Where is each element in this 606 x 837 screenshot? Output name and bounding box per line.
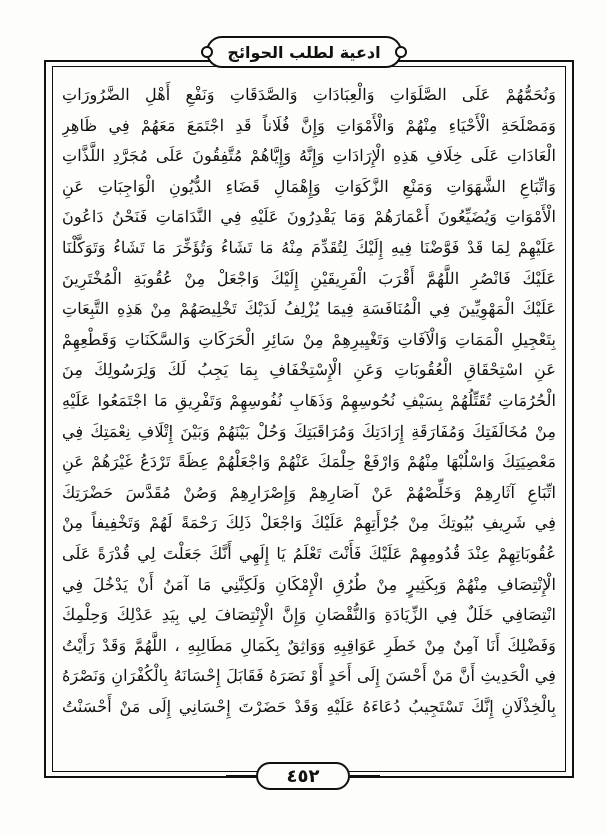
text-line: فِي شَرِيفِ بُيُوتِكَ مِنْ جُرْأَتِهِمْ عَلَيْكَ وَاجْعَلْ ذَلِكَ رَحْمَةً لَهُمْ وَتَخْفِيفاً مِنْ bbox=[62, 513, 556, 533]
text-line: وَنُحَمُّهُمْ عَلَى الصَّلَوَاتِ وَالْعِبَادَاتِ وَالصَّدَقَاتِ وَنَفْعِ أَهْلِ الضَّرُورَاتِ bbox=[62, 85, 556, 104]
text-line: مَعْصِيَتِكَ وَاسْلُبْهَا مِنْهُمْ وَارْفَعْ حِلْمَكَ عَنْهُمْ وَاجْعَلْهُمْ عِظَةً تَرْدَعُ غَيْرَهُمْ عَنِ bbox=[62, 452, 556, 472]
text-line: عَلَيْكَ الْمَهْوِيِّينَ فِي الْمُنَافَسَةِ فِيمَا يُزْلِفُ لَدَيْكَ تَخْلِيصَهُمْ مِنْ هَذِهِ التَّبِعَاتِ bbox=[62, 299, 556, 319]
text-line: الْحُرُمَاتِ تُقَتِّلُهُمْ بِسَيْفِ نُحُوسِهِمْ وَذَهَابِ نُفُوسِهِمْ وَتَفْرِيقِ مَا اجْتَمَعُوا عَلَيْهِ bbox=[62, 390, 556, 410]
text-line: فِي الْحَدِيثِ أَنَّ مَنْ أَحْسَنَ إِلَى أَحَدٍ أَوْ نَصَرَهُ فَقَابَلَ إِحْسَانَهُ بِالْكُفْرَانِ وَنَصْرَهُ bbox=[62, 666, 556, 686]
text-line: مِنْ مُخَالَفَتِكَ وَمُفَارَقَةِ إِرَادَتِكَ وَمُرَاقَبَتِكَ وَحُلْ بَيْنَهُمْ وَبَيْنَ إِتْلَافِ نِعْمَتِكَ فِي bbox=[62, 421, 556, 441]
body-text bbox=[62, 80, 556, 760]
text-line: اتِّبَاعِ آثَارِهِمْ وَخَلِّصْهُمْ عَنْ آصَارِهِمْ وَإِصْرَارِهِمْ وَصُنْ مُقَدَّسَ حَضْرَتِكَ bbox=[62, 482, 556, 502]
text-line: عَلَيْكَ فَانْصُرِ اللَّهُمَّ أَقْرَبَ الْفَرِيقَيْنِ إِلَيْكَ وَاجْعَلْ مِنْ عُقُوبَةِ الْمُخْتَرِينَ bbox=[62, 268, 556, 288]
text-line: بِالْخِذْلَانِ إِنَّكَ تَسْتَجِيبُ دُعَاءَهُ عَلَيْهِ وَقَدْ حَضَرْتَ إِحْسَانِي إِلَى مَنْ أَحْسَنْتُ bbox=[62, 696, 556, 716]
text-line: عُقُوبَاتِهِمْ عِنْدَ قُدُومِهِمْ عَلَيْكَ فَأَنْتَ تَعْلَمُ يَا إِلَهِي أَنَّكَ جَعَلْتَ لِي قُدْرَةً عَلَى bbox=[62, 543, 556, 563]
text-line: الْأَمْوَاتِ وَيُضَيِّعُونَ أَعْمَارَهُمْ وَمَا يَقْدِرُونَ عَلَيْهِ فِي النَّدَامَاتِ فَنَحْنُ دَاعُونَ bbox=[62, 207, 556, 227]
chapter-header bbox=[206, 36, 402, 68]
page-number-badge bbox=[256, 762, 350, 790]
text-line: وَفَضْلِكَ أَنَا آمِنٌ مِنْ خَطَرِ عَوَاقِبِهِ وَوَاثِقٌ بِكَمَالِ مَطَالِبِهِ ، اللَّهُمَّ وَقَدْ رَأَيْتُ bbox=[62, 635, 556, 655]
text-line: وَاتِّبَاعِ الشَّهَوَاتِ وَمَنْعِ الزَّكَوَاتِ وَإِهْمَالِ قَضَاءِ الدُّيُونِ الْوَاجِبَاتِ عَنِ bbox=[62, 176, 556, 196]
text-line: انْتِصَافِي خَلَلٌ فِي الزِّيَادَةِ وَالنُّقْصَانِ وَإِنَّ الْإِنْتِصَافَ لِي بِيَدِ عَدْلِكَ وَحِلْمِكَ bbox=[62, 605, 556, 625]
chapter-title: ادعية لطلب الحوائج bbox=[227, 42, 381, 62]
text-line: بِتَعْجِيلِ الْمَمَاتِ وَالْآفَاتِ وَتَغْيِيرِهِمْ مِنْ سَائِرِ الْحَرَكَاتِ وَالسَّكَنَاتِ وَقَطْعِهِمْ bbox=[62, 329, 556, 349]
text-line: وَمَصْلَحَةِ الْأَحْيَاءِ مِنْهُمْ وَالْأَمْوَاتِ وَإِنَّ فُلَاناً قَدِ اجْتَمَعَ مَعَهُمْ فِي ظَاهِرِ bbox=[62, 115, 556, 135]
text-line: الْإِنْتِصَافِ مِنْهُمْ وَبِكَثِيرٍ مِنْ طُرُقِ الْإِمْكَانِ وَلَكِنَّنِي مَا آمَنُ أَنْ يَدْخُلَ فِي bbox=[62, 574, 556, 594]
text-line: عَنِ اسْتِحْقَاقِ الْعُقُوبَاتِ وَعَنِ الْإِسْتِخْفَافِ بِمَا يَجِبُ لَكَ وَلِرَسُولِكَ مِنَ bbox=[62, 360, 556, 380]
text-line: الْعَادَاتِ عَلَى خِلَافِ هَذِهِ الْإِرَادَاتِ وَإِنَّهُ وَإِيَّاهُمْ مُتَّفِقُونَ عَلَى مُجَرَّدِ اللَّذَّاتِ bbox=[62, 146, 556, 166]
text-line: عَلَيْهِمْ لِمَا قَدْ فَوَّضْنَا فِيهِ إِلَيْكَ لِتُقَدِّمَ مِنْهُ مَا تَشَاءُ وَتُؤَخِّرَ مَا تَشَاءُ وَتَوَكَّلْنَا bbox=[62, 237, 556, 257]
page-number: ٤٥٢ bbox=[286, 765, 320, 787]
